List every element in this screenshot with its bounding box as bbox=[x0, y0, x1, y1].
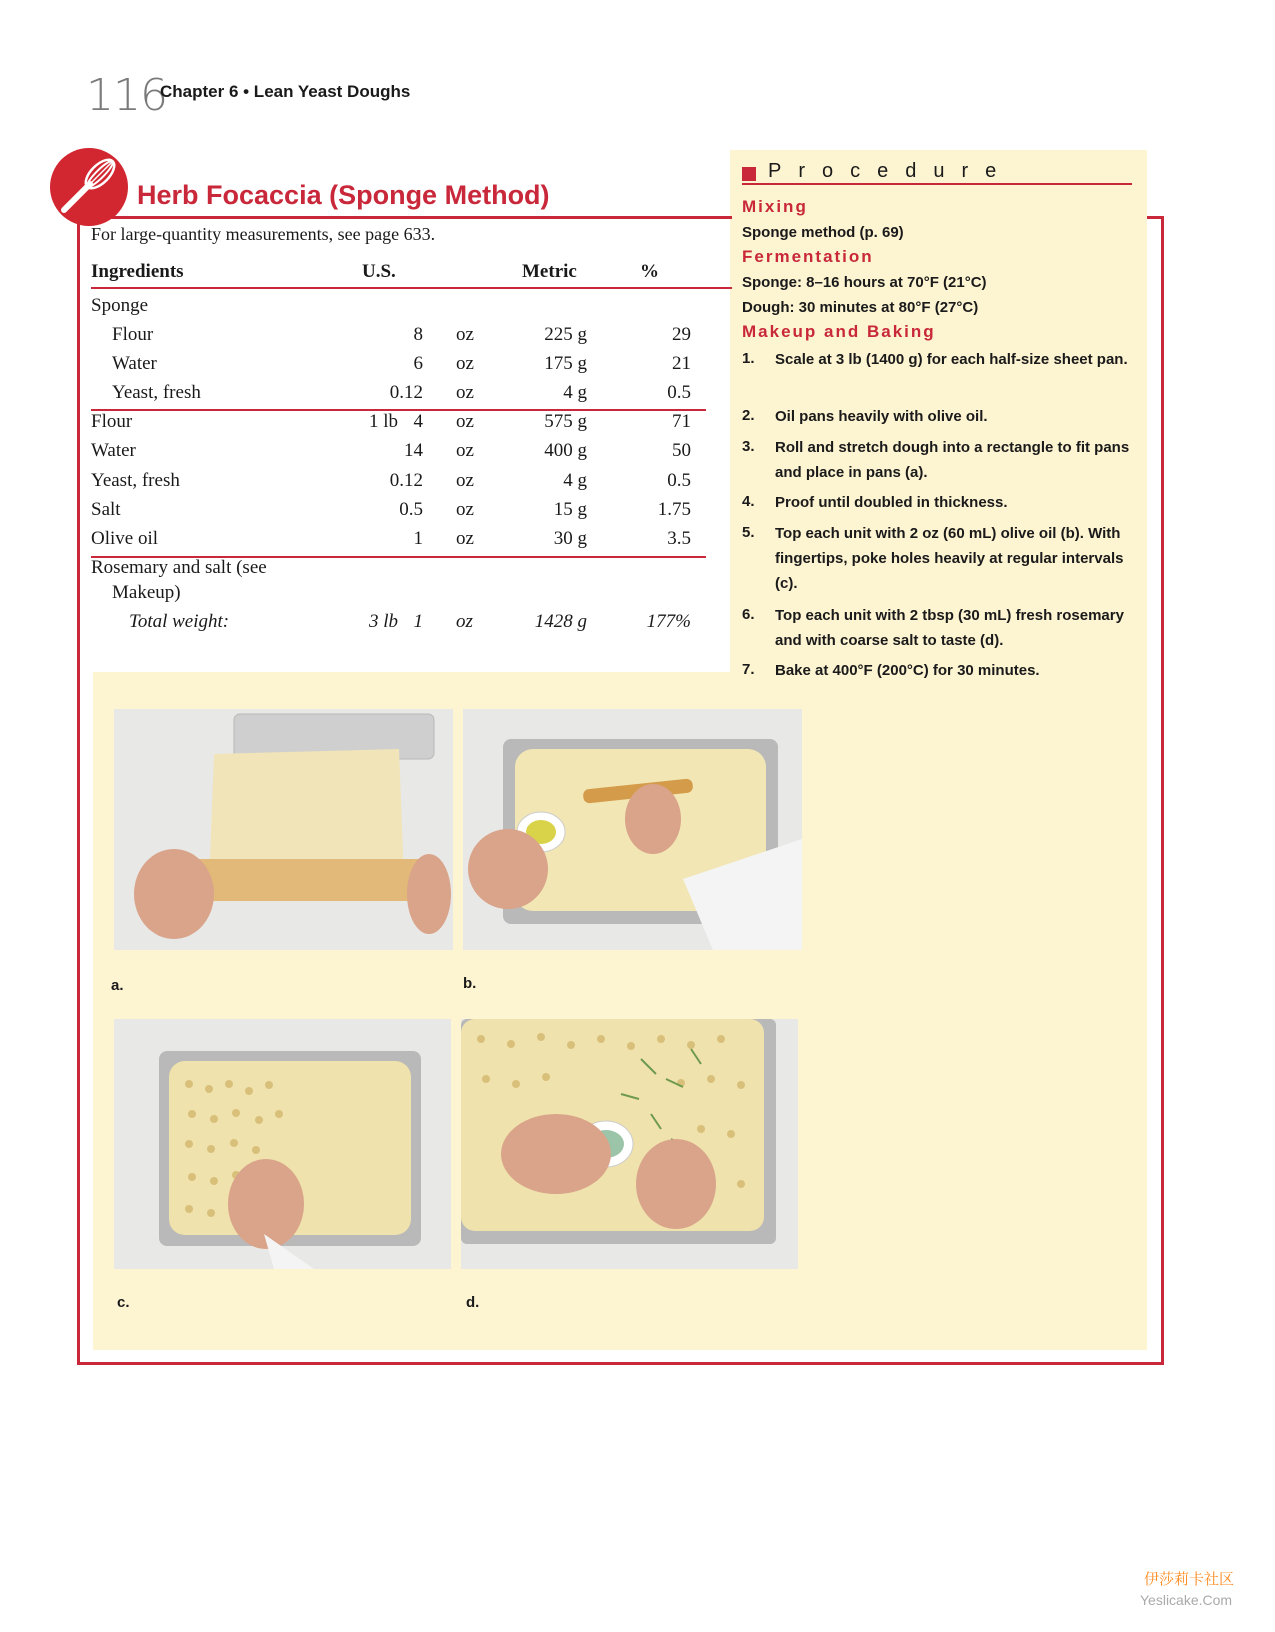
ingredient-amount: 4 bbox=[413, 411, 423, 432]
caption-d: d. bbox=[466, 1294, 480, 1311]
total-unit: oz bbox=[456, 611, 473, 632]
step-number: 3. bbox=[742, 438, 755, 455]
caption-b: b. bbox=[463, 975, 477, 992]
ingredient-amount: 14 bbox=[404, 440, 423, 461]
ingredient-metric: 400 g bbox=[544, 440, 587, 461]
ingredient-unit: oz bbox=[456, 528, 474, 549]
total-amt: 1 bbox=[413, 611, 423, 632]
col-metric: Metric bbox=[522, 261, 577, 282]
step-text: Roll and stretch dough into a rectangle to fit pans and place in pans (a). bbox=[775, 439, 1130, 481]
photo-d bbox=[461, 1019, 798, 1269]
ingredient-metric: 575 g bbox=[544, 411, 587, 432]
ingredient-name: Salt bbox=[91, 499, 121, 520]
step-text: Proof until doubled in thickness. bbox=[775, 494, 1008, 511]
procedure-marker bbox=[742, 167, 756, 181]
step-number: 6. bbox=[742, 606, 755, 623]
mixing-heading: Mixing bbox=[742, 197, 808, 216]
ingredient-name: Water bbox=[112, 353, 157, 374]
ingredient-percent: 21 bbox=[672, 353, 691, 374]
step-text: Top each unit with 2 oz (60 mL) olive oil (b). With fingertips, poke holes heavily at regular intervals (c). bbox=[775, 525, 1124, 592]
ingredient-name: Flour bbox=[112, 324, 154, 345]
ingredient-percent: 50 bbox=[672, 440, 691, 461]
ingredient-unit: oz bbox=[456, 411, 474, 432]
procedure-title: Procedure bbox=[768, 160, 1014, 182]
photo-a bbox=[114, 709, 453, 950]
step-text: Top each unit with 2 tbsp (30 mL) fresh rosemary and with coarse salt to taste (d). bbox=[775, 607, 1124, 649]
watermark-en: Yeslicake.Com bbox=[1140, 1592, 1233, 1608]
ingredient-name: Flour bbox=[91, 411, 133, 432]
ingredient-metric: 4 g bbox=[563, 470, 587, 491]
makeup-heading: Makeup and Baking bbox=[742, 322, 936, 341]
step-text: Scale at 3 lb (1400 g) for each half-size sheet pan. bbox=[775, 351, 1128, 368]
step-text: Oil pans heavily with olive oil. bbox=[775, 408, 988, 425]
fermentation-dough: Dough: 30 minutes at 80°F (27°C) bbox=[742, 299, 979, 316]
fermentation-sponge: Sponge: 8–16 hours at 70°F (21°C) bbox=[742, 274, 987, 291]
step-number: 5. bbox=[742, 524, 755, 541]
ingredient-amount: 6 bbox=[413, 353, 423, 374]
ingredient-percent: 0.5 bbox=[667, 382, 691, 403]
ingredient-percent: 29 bbox=[672, 324, 691, 345]
ingredient-amount: 1 bbox=[413, 528, 423, 549]
ingredient-lb: 1 lb bbox=[368, 411, 398, 432]
total-metric: 1428 g bbox=[534, 611, 587, 632]
ingredient-unit: oz bbox=[456, 470, 474, 491]
ingredient-unit: oz bbox=[456, 324, 474, 345]
step-number: 4. bbox=[742, 493, 755, 510]
step-number: 1. bbox=[742, 350, 755, 367]
ingredient-amount: 8 bbox=[413, 324, 423, 345]
ingredient-metric: 4 g bbox=[563, 382, 587, 403]
step-text: Bake at 400°F (200°C) for 30 minutes. bbox=[775, 662, 1040, 679]
caption-c: c. bbox=[117, 1294, 130, 1311]
step-number: 7. bbox=[742, 661, 755, 678]
ingredient-percent: 3.5 bbox=[667, 528, 691, 549]
col-us: U.S. bbox=[362, 261, 396, 282]
title-rule bbox=[120, 216, 732, 219]
ingredient-percent: 1.75 bbox=[657, 499, 691, 520]
photo-c bbox=[114, 1019, 451, 1269]
photo-b bbox=[463, 709, 802, 950]
caption-a: a. bbox=[111, 977, 124, 994]
ingredient-name: Water bbox=[91, 440, 136, 461]
col-pct: % bbox=[640, 261, 659, 282]
col-ingredients: Ingredients bbox=[91, 261, 184, 282]
ingredient-metric: 30 g bbox=[553, 528, 587, 549]
ingredient-name: Sponge bbox=[91, 295, 148, 316]
rosemary-line2: Makeup) bbox=[112, 582, 181, 603]
ingredient-percent: 71 bbox=[672, 411, 691, 432]
ingredient-metric: 15 g bbox=[553, 499, 587, 520]
ingredient-unit: oz bbox=[456, 382, 474, 403]
rosemary-line1: Rosemary and salt (see bbox=[91, 557, 267, 578]
header-rule bbox=[91, 287, 732, 289]
ingredient-name: Olive oil bbox=[91, 528, 159, 549]
ingredient-name: Yeast, fresh bbox=[91, 470, 180, 491]
ingredient-unit: oz bbox=[456, 353, 474, 374]
ingredient-unit: oz bbox=[456, 499, 474, 520]
mixing-text: Sponge method (p. 69) bbox=[742, 224, 904, 241]
ingredient-unit: oz bbox=[456, 440, 474, 461]
fermentation-heading: Fermentation bbox=[742, 247, 874, 266]
watermark-cn: 伊莎莉卡社区 bbox=[1144, 1570, 1235, 1588]
ingredient-metric: 175 g bbox=[544, 353, 587, 374]
chapter-heading: Chapter 6 • Lean Yeast Doughs bbox=[160, 82, 411, 101]
whisk-icon bbox=[50, 148, 128, 226]
ingredient-amount: 0.12 bbox=[389, 470, 423, 491]
recipe-title: Herb Focaccia (Sponge Method) bbox=[137, 180, 550, 210]
step-number: 2. bbox=[742, 407, 755, 424]
total-lb: 3 lb bbox=[368, 611, 398, 632]
total-label: Total weight: bbox=[129, 611, 230, 632]
page-number: 116 bbox=[86, 70, 167, 121]
total-pct: 177% bbox=[646, 611, 691, 632]
quantity-note: For large-quantity measurements, see page 633. bbox=[91, 224, 436, 244]
sponge-rule bbox=[91, 409, 706, 411]
procedure-rule bbox=[742, 183, 1132, 185]
ingredient-metric: 225 g bbox=[544, 324, 587, 345]
ingredient-amount: 0.12 bbox=[389, 382, 423, 403]
ingredient-percent: 0.5 bbox=[667, 470, 691, 491]
ingredient-name: Yeast, fresh bbox=[112, 382, 201, 403]
ingredient-amount: 0.5 bbox=[399, 499, 423, 520]
